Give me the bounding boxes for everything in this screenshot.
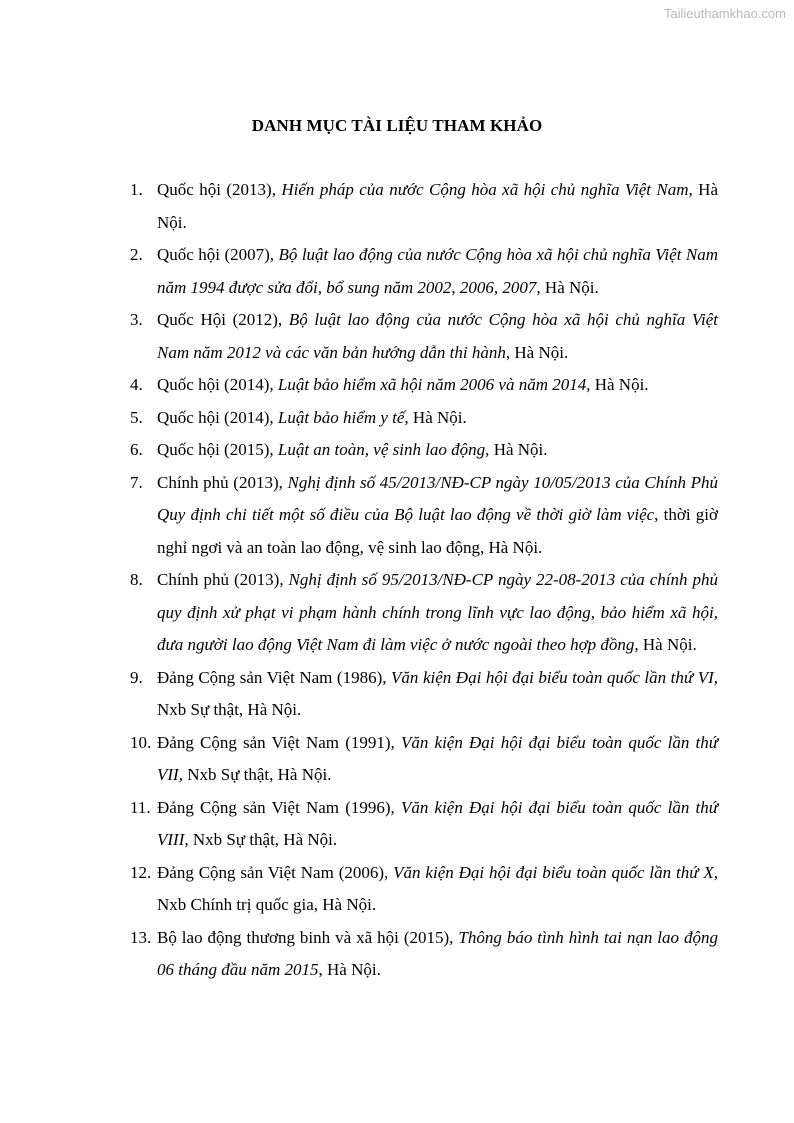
reference-author: Quốc hội (2014), (157, 375, 278, 394)
reference-author: Quốc Hội (2012), (157, 310, 289, 329)
reference-publisher: Nxb Chính trị quốc gia, Hà Nội. (157, 895, 377, 914)
reference-number: 2. (130, 245, 143, 264)
reference-number: 6. (130, 440, 143, 459)
reference-title: Văn kiện Đại hội đại biểu toàn quốc lần thứ X, (393, 862, 718, 882)
reference-publisher: Hà Nội. (408, 407, 467, 427)
reference-list (130, 174, 718, 987)
reference-publisher: Nxb Sự thật, Hà Nội. (182, 765, 332, 784)
reference-author: Đảng Cộng sản Việt Nam (1996), (157, 797, 401, 817)
reference-item (130, 174, 718, 239)
reference-publisher: Nxb Sự thật, Hà Nội. (188, 830, 338, 849)
reference-item (130, 727, 718, 792)
page-title: DANH MỤC TÀI LIỆU THAM KHẢO (251, 116, 543, 135)
reference-number: 13. (130, 927, 152, 947)
reference-title: Văn kiện Đại hội đại biểu toàn quốc lần thứ VIII, (157, 797, 718, 849)
reference-number: 11. (130, 797, 151, 817)
reference-title: Luật an toàn, vệ sinh lao động, (277, 440, 490, 459)
reference-title: Nghị định số 95/2013/NĐ-CP ngày 22-08-2013 của chính phủ quy định xử phạt vi phạm hành chính trong lĩnh vực lao động, bảo hiểm xã hội, đưa người lao động Việt Nam đi làm việc ở nước ngoài theo hợp đồng, (157, 570, 718, 654)
reference-publisher: , Hà Nội. (318, 960, 381, 979)
reference-title: Thông báo tình hình tai nạn lao động 06 tháng đầu năm 2015 (157, 927, 718, 979)
reference-author: Quốc hội (2007), (157, 245, 279, 264)
reference-publisher: Hà Nội. (590, 375, 649, 394)
watermark: Tailieuthamkhao.com (663, 6, 786, 21)
reference-item (130, 662, 718, 727)
reference-number: 3. (130, 310, 143, 329)
reference-author: Quốc hội (2015), (157, 440, 278, 459)
reference-number: 1. (130, 180, 143, 199)
reference-publisher: Hà Nội. (540, 277, 599, 297)
reference-author: Bộ lao động thương binh và xã hội (2015), (157, 927, 459, 947)
reference-publisher: , thời giờ nghỉ ngơi và an toàn lao động, vệ sinh lao động, Hà Nội. (157, 505, 718, 557)
reference-title: Bộ luật lao động của nước Cộng hòa xã hội chủ nghĩa Việt Nam năm 1994 được sửa đổi, bổ sung năm 2002, 2006, 2007, (157, 245, 718, 297)
reference-author: Đảng Cộng sản Việt Nam (1991), (157, 732, 401, 752)
reference-publisher: Nxb Sự thật, Hà Nội. (157, 700, 302, 719)
reference-publisher: , Hà Nội. (505, 342, 569, 362)
reference-item (130, 434, 718, 467)
reference-item (130, 564, 718, 662)
reference-publisher: , Hà Nội. (157, 180, 718, 232)
reference-item (130, 467, 718, 565)
reference-author: Chính phủ (2013), (157, 472, 288, 492)
reference-title: Luật bảo hiểm y tế, (277, 407, 409, 427)
reference-title: Bộ luật lao động của nước Cộng hòa xã hội chủ nghĩa Việt Nam năm 2012 và các văn bản hướng dẫn thi hành (157, 310, 718, 362)
reference-title: Văn kiện Đại hội đại biểu toàn quốc lần thứ VII, (157, 732, 718, 784)
reference-item (130, 304, 718, 369)
reference-author: Đảng Cộng sản Việt Nam (2006), (157, 862, 394, 882)
reference-number: 12. (130, 862, 152, 882)
reference-number: 5. (130, 407, 143, 427)
reference-author: Quốc hội (2014), (157, 407, 278, 427)
reference-item (130, 402, 718, 435)
reference-publisher: Hà Nội. (489, 440, 548, 459)
reference-number: 8. (130, 570, 143, 589)
reference-number: 7. (130, 472, 143, 492)
reference-author: Đảng Cộng sản Việt Nam (1986), (157, 667, 392, 687)
reference-item (130, 792, 718, 857)
reference-title: Nghị định số 45/2013/NĐ-CP ngày 10/05/2013 của Chính Phủ Quy định chi tiết một số điều của Bộ luật lao động về thời giờ làm việc (157, 472, 718, 524)
reference-number: 4. (130, 375, 143, 394)
reference-publisher: Hà Nội. (638, 635, 697, 654)
reference-author: Chính phủ (2013), (157, 570, 289, 589)
reference-item (130, 857, 718, 922)
reference-number: 9. (130, 667, 143, 687)
reference-title: Luật bảo hiểm xã hội năm 2006 và năm 2014, (277, 375, 591, 394)
reference-item (130, 922, 718, 987)
reference-number: 10. (130, 732, 152, 752)
reference-title: Văn kiện Đại hội đại biểu toàn quốc lần thứ VI, (391, 667, 718, 687)
reference-author: Quốc hội (2013), (157, 180, 282, 199)
reference-item (130, 369, 718, 402)
reference-title: Hiến pháp của nước Cộng hòa xã hội chủ nghĩa Việt Nam (281, 180, 689, 199)
reference-item (130, 239, 718, 304)
